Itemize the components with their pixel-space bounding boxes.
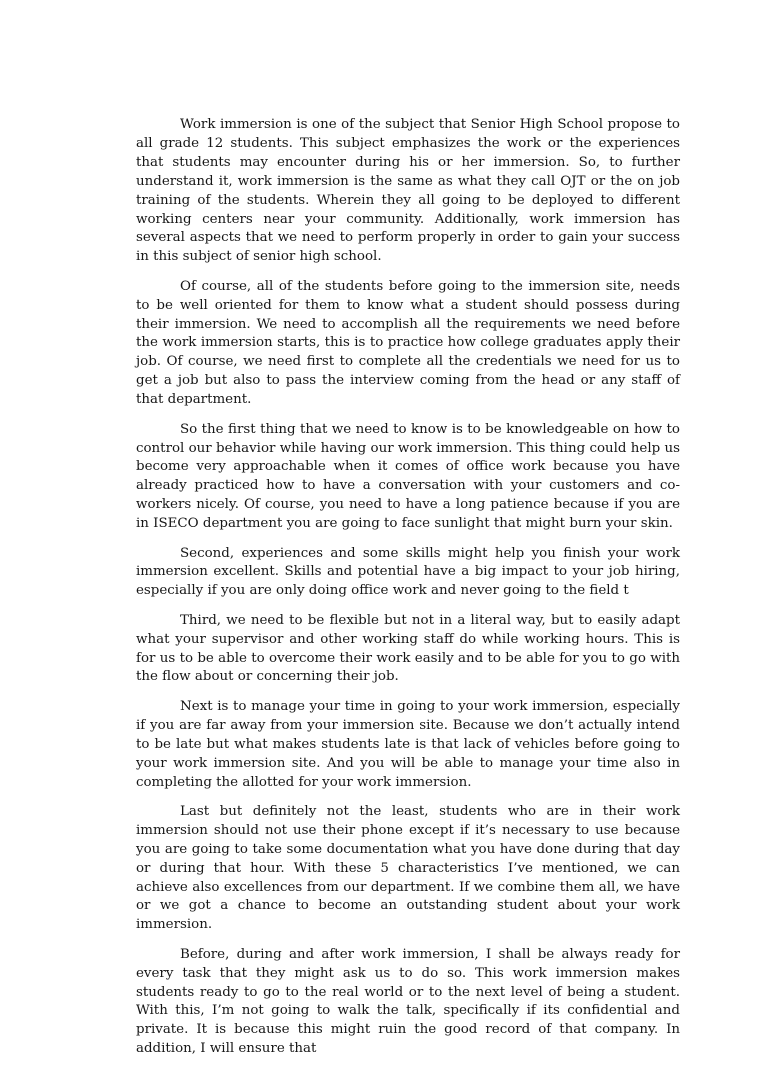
paragraph-flexible: Third, we need to be flexible but not in a literal way, but to easily adapt what your supervisor and other working staff do while working hours. This is for us to be able to overcome their work easily and to be able for you to go with the flow about or concerning their job. bbox=[136, 612, 680, 685]
paragraph-time-management: Next is to manage your time in going to your work immersion, especially if you are far away from your immersion site. Because we don’t actually intend to be late but what makes students late is that lack of vehicles before going to your work immersion site. And you will be able to manage your time also in completing the allotted for your work immersion. bbox=[136, 698, 680, 790]
paragraph-phone-use: Last but definitely not the least, students who are in their work immersion should not use their phone except if it’s necessary to use because you are going to take some documentation what you have done during that day or during that hour. With these 5 characteristics I’ve mentioned, we can achieve also excellences from our department. If we combine them all, we have or we got a chance to become an outstanding student about your work immersion. bbox=[136, 803, 680, 933]
document-body bbox=[136, 116, 680, 1070]
paragraph-readiness: Before, during and after work immersion, I shall be always ready for every task that they might ask us to do so. This work immersion makes students ready to go to the real world or to the next level of being a student. With this, I’m not going to walk the talk, specifically if its confidential and private. It is because this might ruin the good record of that company. In addition, I will ensure that bbox=[136, 946, 680, 1057]
paragraph-orientation: Of course, all of the students before going to the immersion site, needs to be well oriented for them to know what a student should possess during their immersion. We need to accomplish all the requirements we need before the work immersion starts, this is to practice how college graduates apply their job. Of course, we need first to complete all the credentials we need for us to get a job but also to pass the interview coming from the head or any staff of that department. bbox=[136, 278, 680, 408]
paragraph-experiences: Second, experiences and some skills might help you finish your work immersion excellent. Skills and potential have a big impact to your job hiring, especially if you are only doing office work and never going to the field t bbox=[136, 545, 680, 599]
paragraph-intro: Work immersion is one of the subject that Senior High School propose to all grade 12 students. This subject emphasizes the work or the experiences that students may encounter during his or her immersion. So, to further understand it, work immersion is the same as what they call OJT or the on job training of the students. Wherein they all going to be deployed to different working centers near your community. Additionally, work immersion has several aspects that we need to perform properly in order to gain your success in this subject of senior high school. bbox=[136, 117, 680, 265]
paragraph-behavior: So the first thing that we need to know is to be knowledgeable on how to control our behavior while having our work immersion. This thing could help us become very approachable when it comes of office work because you have already practiced how to have a conversation with your customers and co-workers nicely. Of course, you need to have a long patience because if you are in ISECO department you are going to face sunlight that might burn your skin. bbox=[136, 421, 680, 532]
